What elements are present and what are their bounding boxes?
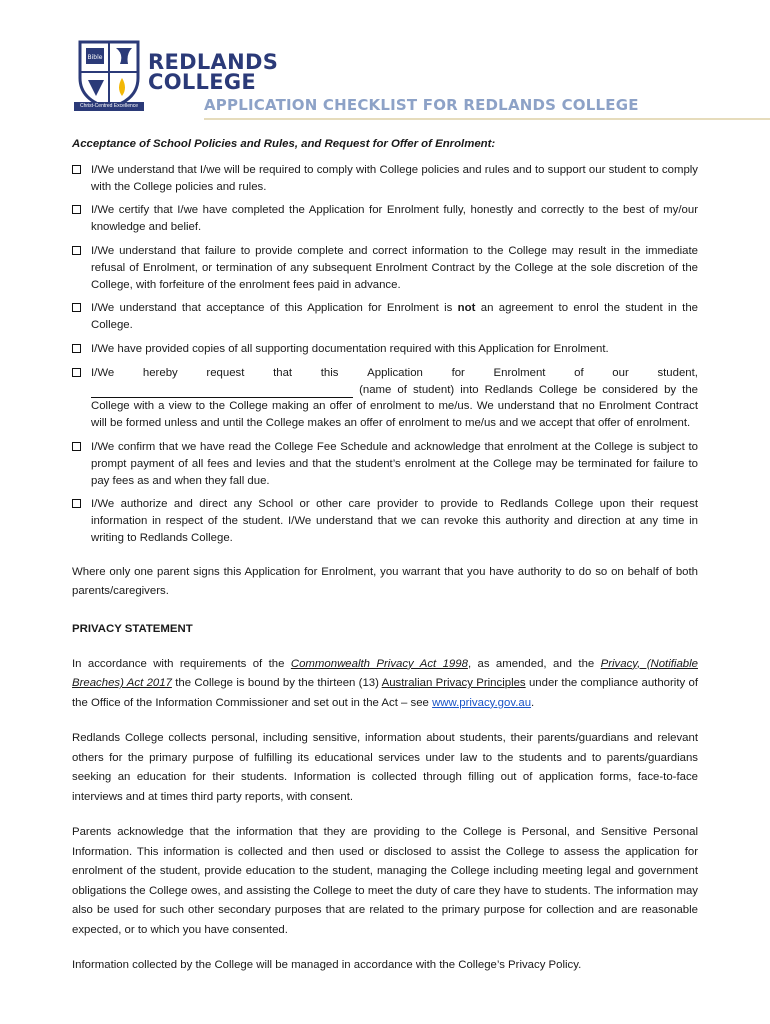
privacy-act-reference: Commonwealth Privacy Act 1998 xyxy=(290,657,468,670)
request-word: hereby xyxy=(142,366,178,379)
page-header xyxy=(62,30,712,120)
checkbox[interactable] xyxy=(72,165,81,174)
privacy-text: under the compliance authority of the Office of the Information Commissioner and set out in the Act – see xyxy=(72,677,698,709)
item4-text-post: an agreement to enrol the student in the College. xyxy=(91,302,698,332)
checklist-item-text xyxy=(91,365,698,432)
title-divider xyxy=(204,118,770,120)
checklist-item xyxy=(72,162,698,196)
checklist-item xyxy=(72,365,698,432)
document-title: APPLICATION CHECKLIST FOR REDLANDS COLLEGE xyxy=(204,96,639,114)
signing-note: Where only one parent signs this Application for Enrolment, you warrant that you have authority to do so on behalf of both parents/caregivers. xyxy=(72,565,698,598)
request-text-rest: (name of student) into Redlands College be considered by the College with a view to the College making an offer of enrolment to me/us. We understand that no Enrolment Contract will be formed unless and until the College makes an offer of enrolment to me/us and we accept that offer of enrolment. xyxy=(91,383,698,430)
checklist-item-text: I/We certify that I/we have completed the Application for Enrolment fully, honestly and correctly to the best of my/our knowledge and belief. xyxy=(91,204,698,234)
student-name-field[interactable] xyxy=(91,386,353,398)
privacy-website-link[interactable]: www.privacy.gov.au xyxy=(432,696,532,709)
checklist-item xyxy=(72,243,698,293)
brand-line-1: REDLANDS xyxy=(148,50,279,74)
request-word: that xyxy=(273,366,293,379)
crest-bible-text: Bible xyxy=(87,54,103,61)
checklist-item-text: I/We confirm that we have read the College Fee Schedule and acknowledge that enrolment at the College is subject to prompt payment of all fees and levies and that the student’s enrolment at the College may be terminated for failure to pay fees as and when they fall due. xyxy=(91,440,698,487)
privacy-principles-reference: Australian Privacy Principles xyxy=(381,677,526,690)
brand-name xyxy=(148,52,278,92)
checkbox[interactable] xyxy=(72,442,81,451)
privacy-paragraph xyxy=(72,655,698,714)
checkbox[interactable] xyxy=(72,344,81,353)
request-word: I/We xyxy=(91,366,115,379)
privacy-paragraph: Parents acknowledge that the information that they are providing to the College is Personal, and Sensitive Personal Information. This information is collected and then used or disclosed to assist the College to assess the application for enrolment of the student, provide education to the student, managing the College including meeting legal and government obligations the College owes, and assisting the College to meet the duty of care they have to students. The information may also be used for such other secondary purposes that are related to the primary purpose for collection and are reasonable expected, or to which you have consented. xyxy=(72,826,698,936)
checklist-item xyxy=(72,439,698,489)
checkbox[interactable] xyxy=(72,303,81,312)
request-word: this xyxy=(320,366,339,379)
brand-line-2: COLLEGE xyxy=(148,70,257,94)
checkbox[interactable] xyxy=(72,246,81,255)
request-word: of xyxy=(574,366,584,379)
checklist-item xyxy=(72,300,698,334)
privacy-paragraph: Redlands College collects personal, including sensitive, information about students, their parents/guardians and relevant others for the primary purpose of fulfilling its educational services under law to the students and to parents/guardians seeking an education for their students. Information is collected through filling out of application forms, face-to-face interviews and at times third party reports, with consent. xyxy=(72,732,698,803)
checklist-item xyxy=(72,202,698,236)
acceptance-heading: Acceptance of School Policies and Rules, and Request for Offer of Enrolment: xyxy=(72,138,496,150)
privacy-paragraph: Information collected by the College will be managed in accordance with the College’s Privacy Policy. xyxy=(72,959,582,972)
checklist-item-text: I/We have provided copies of all supporting documentation required with this Application for Enrolment. xyxy=(91,342,609,355)
checkbox[interactable] xyxy=(72,368,81,377)
privacy-text: the College is bound by the thirteen (13) xyxy=(171,677,382,690)
crest-tagline: Christ-Centred Excellence xyxy=(74,102,144,111)
item4-text-pre: I/We understand that acceptance of this Application for Enrolment is xyxy=(91,302,458,315)
request-word: our xyxy=(612,366,629,379)
item4-emphasis: not xyxy=(457,302,476,315)
checklist-item xyxy=(72,341,698,358)
checklist-item-text: I/We understand that failure to provide complete and correct information to the College may result in the immediate refusal of Enrolment, or termination of any subsequent Enrolment Contract by the College at the sole discretion of the College, with forfeiture of the enrolment fees paid in advance. xyxy=(91,244,698,291)
checklist-item xyxy=(72,496,698,546)
checkbox[interactable] xyxy=(72,205,81,214)
checkbox[interactable] xyxy=(72,499,81,508)
request-word: Enrolment xyxy=(493,366,546,379)
request-word: request xyxy=(206,366,245,379)
request-word: for xyxy=(451,366,465,379)
college-crest-icon xyxy=(76,38,142,110)
checklist-item-text xyxy=(91,300,698,334)
request-line xyxy=(91,365,698,382)
request-word: Application xyxy=(367,366,423,379)
request-word: student, xyxy=(657,366,698,379)
privacy-heading: PRIVACY STATEMENT xyxy=(72,622,193,635)
checklist-item-text: I/We understand that I/we will be required to comply with College policies and rules and to support our student to comply with the College policies and rules. xyxy=(91,163,698,193)
checklist-item-text: I/We authorize and direct any School or other care provider to provide to Redlands College upon their request information in respect of the student. I/We understand that we can revoke this authority and direction at any time in writing to Redlands College. xyxy=(91,498,698,544)
document-body xyxy=(72,136,698,976)
privacy-text: In accordance with requirements of the xyxy=(72,657,291,670)
notifiable-breaches-act-reference: Privacy, (Notifiable Breaches) Act 2017 xyxy=(72,657,698,690)
privacy-text: . xyxy=(531,696,535,709)
privacy-text: , as amended, and the xyxy=(467,657,601,670)
